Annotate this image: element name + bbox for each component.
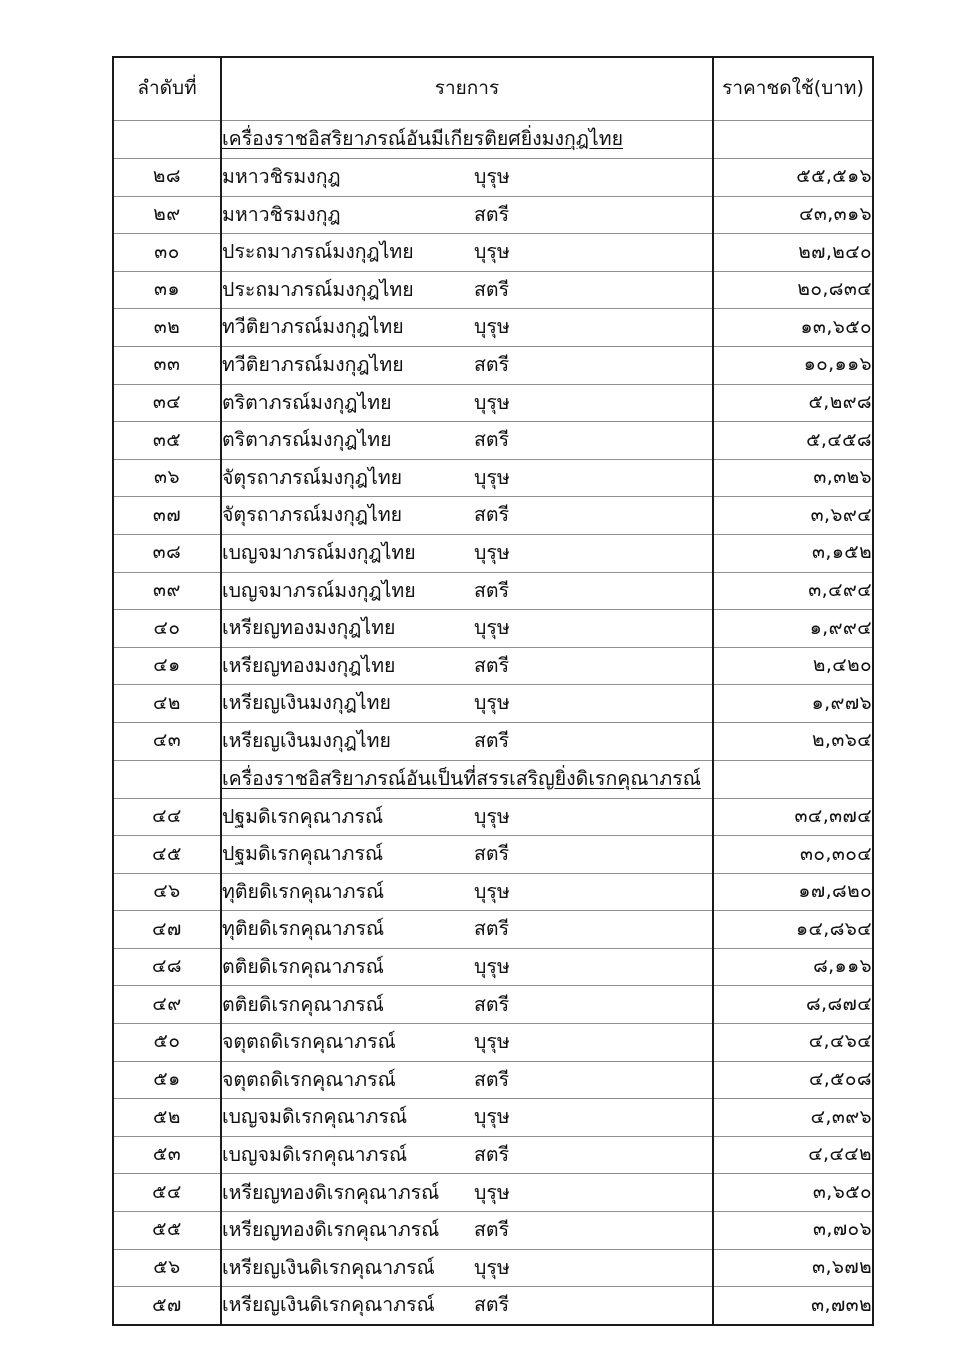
row-order-number: ๕๓ [113, 1136, 221, 1174]
section-price-cell [713, 121, 873, 159]
row-item-gender: สตรี [474, 202, 510, 226]
row-item-inner [222, 917, 712, 941]
row-item-gender: สตรี [474, 992, 510, 1016]
row-item-gender: บุรุษ [474, 1180, 510, 1204]
row-item-cell [221, 422, 713, 460]
row-item-name: ตติยดิเรกคุณาภรณ์ [222, 954, 384, 978]
table-row [113, 986, 873, 1024]
row-item-name: มหาวชิรมงกุฎ [222, 165, 341, 189]
row-item-name: ทวีติยาภรณ์มงกุฎไทย [222, 353, 404, 377]
table-row [113, 384, 873, 422]
section-title: เครื่องราชอิสริยาภรณ์อันเป็นที่สรรเสริญยิ่งดิเรกคุณาภรณ์ [222, 766, 701, 790]
section-header-row [113, 121, 873, 159]
row-item-gender: สตรี [474, 1142, 510, 1166]
row-item-cell [221, 1024, 713, 1062]
table-row [113, 534, 873, 572]
row-item-cell [221, 459, 713, 497]
row-order-number: ๕๒ [113, 1099, 221, 1137]
row-item-cell [221, 497, 713, 535]
row-price-value: ๒,๔๒๐ [713, 647, 873, 685]
row-item-name: เบญจมาภรณ์มงกุฎไทย [222, 578, 416, 602]
row-item-inner [222, 654, 712, 678]
row-item-name: ทุติยดิเรกคุณาภรณ์ [222, 879, 385, 903]
row-item-name: มหาวชิรมงกุฎ [222, 202, 341, 226]
row-item-cell [221, 610, 713, 648]
row-item-gender: บุรุษ [474, 879, 510, 903]
row-item-gender: สตรี [474, 842, 510, 866]
row-item-name: เหรียญทองดิเรกคุณาภรณ์ [222, 1180, 440, 1204]
table-row [113, 1024, 873, 1062]
row-item-gender: สตรี [474, 1293, 510, 1317]
section-order-cell [113, 121, 221, 159]
row-item-cell [221, 1287, 713, 1325]
row-item-inner [222, 165, 712, 189]
row-item-cell [221, 798, 713, 836]
table-row [113, 1249, 873, 1287]
row-item-gender: บุรุษ [474, 691, 510, 715]
row-item-inner [222, 729, 712, 753]
row-item-gender: สตรี [474, 1218, 510, 1242]
table-row [113, 722, 873, 760]
row-item-gender: สตรี [474, 503, 510, 527]
table-row [113, 1061, 873, 1099]
row-order-number: ๔๘ [113, 948, 221, 986]
table-row [113, 1212, 873, 1250]
row-item-name: เบญจมดิเรกคุณาภรณ์ [222, 1105, 408, 1129]
row-item-name: จัตุรถาภรณ์มงกุฎไทย [222, 503, 403, 527]
table-row [113, 497, 873, 535]
table-body [113, 121, 873, 1325]
row-item-gender: บุรุษ [474, 804, 510, 828]
row-item-gender: สตรี [474, 353, 510, 377]
column-header-price: ราคาชดใช้(บาท) [713, 57, 873, 121]
row-item-inner [222, 1181, 712, 1205]
row-item-cell [221, 1249, 713, 1287]
row-item-inner [222, 1143, 712, 1167]
table-row [113, 459, 873, 497]
row-order-number: ๕๐ [113, 1024, 221, 1062]
row-item-cell [221, 1061, 713, 1099]
row-item-gender: สตรี [474, 578, 510, 602]
table-row [113, 685, 873, 723]
row-price-value: ๑,๙๙๔ [713, 610, 873, 648]
table-header-row [113, 57, 873, 121]
row-item-inner [222, 955, 712, 979]
section-title-cell [221, 121, 713, 159]
row-price-value: ๕,๔๕๘ [713, 422, 873, 460]
table-row [113, 196, 873, 234]
table-row [113, 234, 873, 272]
row-item-name: เหรียญทองดิเรกคุณาภรณ์ [222, 1218, 440, 1242]
column-header-order: ลำดับที่ [113, 57, 221, 121]
row-item-name: ตติยดิเรกคุณาภรณ์ [222, 992, 384, 1016]
row-price-value: ๓,๔๙๔ [713, 572, 873, 610]
row-item-inner [222, 842, 712, 866]
row-order-number: ๓๘ [113, 534, 221, 572]
row-item-name: เบญจมาภรณ์มงกุฎไทย [222, 541, 416, 565]
row-item-gender: บุรุษ [474, 1105, 510, 1129]
row-order-number: ๔๕ [113, 836, 221, 874]
row-item-name: ประถมาภรณ์มงกุฎไทย [222, 240, 414, 264]
row-price-value: ๒,๓๖๔ [713, 722, 873, 760]
row-order-number: ๕๕ [113, 1212, 221, 1250]
row-item-cell [221, 911, 713, 949]
row-price-value: ๑๓,๖๕๐ [713, 309, 873, 347]
table-row [113, 422, 873, 460]
row-price-value: ๒๗,๒๔๐ [713, 234, 873, 272]
row-price-value: ๔,๓๙๖ [713, 1099, 873, 1137]
row-item-inner [222, 805, 712, 829]
row-price-value: ๔,๔๔๒ [713, 1136, 873, 1174]
row-item-gender: บุรุษ [474, 541, 510, 565]
row-order-number: ๓๑ [113, 271, 221, 309]
row-item-inner [222, 541, 712, 565]
table-row [113, 836, 873, 874]
row-item-inner [222, 1256, 712, 1280]
row-order-number: ๓๙ [113, 572, 221, 610]
row-item-name: ปฐมดิเรกคุณาภรณ์ [222, 804, 384, 828]
row-order-number: ๓๗ [113, 497, 221, 535]
row-item-gender: บุรุษ [474, 390, 510, 414]
row-item-name: เหรียญเงินดิเรกคุณาภรณ์ [222, 1293, 435, 1317]
row-item-name: ปฐมดิเรกคุณาภรณ์ [222, 842, 384, 866]
row-price-value: ๓๐,๓๐๔ [713, 836, 873, 874]
row-order-number: ๔๙ [113, 986, 221, 1024]
row-item-inner [222, 880, 712, 904]
row-order-number: ๓๒ [113, 309, 221, 347]
row-order-number: ๕๔ [113, 1174, 221, 1212]
row-order-number: ๔๓ [113, 722, 221, 760]
table-row [113, 346, 873, 384]
row-item-cell [221, 948, 713, 986]
row-item-cell [221, 1174, 713, 1212]
price-table [112, 56, 874, 1326]
row-item-inner [222, 353, 712, 377]
row-item-inner [222, 391, 712, 415]
row-item-name: เหรียญเงินมงกุฎไทย [222, 729, 391, 753]
row-item-inner [222, 278, 712, 302]
row-item-name: จตุตถดิเรกคุณาภรณ์ [222, 1030, 396, 1054]
row-price-value: ๘,๘๗๔ [713, 986, 873, 1024]
row-order-number: ๓๓ [113, 346, 221, 384]
section-title: เครื่องราชอิสริยาภรณ์อันมีเกียรติยศยิ่งมงกุฎไทย [222, 127, 623, 151]
row-order-number: ๔๐ [113, 610, 221, 648]
table-row [113, 1287, 873, 1325]
table-row [113, 572, 873, 610]
row-price-value: ๓,๓๒๖ [713, 459, 873, 497]
row-order-number: ๓๐ [113, 234, 221, 272]
row-item-name: เหรียญทองมงกุฎไทย [222, 616, 396, 640]
row-order-number: ๓๕ [113, 422, 221, 460]
row-price-value: ๑๐,๑๑๖ [713, 346, 873, 384]
row-price-value: ๓,๑๕๒ [713, 534, 873, 572]
row-item-inner [222, 203, 712, 227]
row-item-cell [221, 836, 713, 874]
row-price-value: ๑๔,๘๖๔ [713, 911, 873, 949]
table-row [113, 1174, 873, 1212]
row-item-gender: สตรี [474, 653, 510, 677]
row-order-number: ๔๑ [113, 647, 221, 685]
row-item-gender: สตรี [474, 277, 510, 301]
row-item-inner [222, 1030, 712, 1054]
table-header [113, 57, 873, 121]
row-item-cell [221, 234, 713, 272]
row-order-number: ๒๘ [113, 159, 221, 197]
row-item-cell [221, 196, 713, 234]
row-order-number: ๕๗ [113, 1287, 221, 1325]
row-item-inner [222, 1105, 712, 1129]
row-price-value: ๕,๒๙๘ [713, 384, 873, 422]
table-row [113, 647, 873, 685]
row-item-name: เหรียญเงินมงกุฎไทย [222, 691, 391, 715]
row-item-cell [221, 159, 713, 197]
row-item-inner [222, 1293, 712, 1317]
row-item-name: ประถมาภรณ์มงกุฎไทย [222, 277, 414, 301]
row-price-value: ๓,๗๐๖ [713, 1212, 873, 1250]
table-row [113, 1136, 873, 1174]
row-item-inner [222, 691, 712, 715]
row-item-gender: บุรุษ [474, 315, 510, 339]
row-item-cell [221, 873, 713, 911]
row-price-value: ๕๕,๕๑๖ [713, 159, 873, 197]
row-item-gender: บุรุษ [474, 954, 510, 978]
row-item-cell [221, 346, 713, 384]
row-order-number: ๒๙ [113, 196, 221, 234]
row-price-value: ๓,๖๕๐ [713, 1174, 873, 1212]
row-order-number: ๕๑ [113, 1061, 221, 1099]
row-item-gender: สตรี [474, 729, 510, 753]
row-item-inner [222, 1218, 712, 1242]
row-item-inner [222, 315, 712, 339]
row-item-inner [222, 240, 712, 264]
row-item-inner [222, 428, 712, 452]
row-item-name: เหรียญทองมงกุฎไทย [222, 653, 396, 677]
table-row [113, 159, 873, 197]
row-item-cell [221, 685, 713, 723]
row-price-value: ๔,๕๐๘ [713, 1061, 873, 1099]
row-item-cell [221, 534, 713, 572]
row-order-number: ๔๔ [113, 798, 221, 836]
row-price-value: ๓,๗๓๒ [811, 1293, 872, 1316]
row-item-gender: สตรี [474, 428, 510, 452]
section-title-cell [221, 760, 713, 798]
row-item-cell [221, 1099, 713, 1137]
table-row [113, 873, 873, 911]
row-price-value: ๑,๙๗๖ [713, 685, 873, 723]
row-order-number: ๔๗ [113, 911, 221, 949]
row-price-value: ๔๓,๓๑๖ [713, 196, 873, 234]
row-item-gender: สตรี [474, 1067, 510, 1091]
table-row [113, 948, 873, 986]
price-table-container [112, 56, 872, 1326]
row-item-name: จตุตถดิเรกคุณาภรณ์ [222, 1067, 396, 1091]
row-item-gender: บุรุษ [474, 240, 510, 264]
row-item-name: เหรียญเงินดิเรกคุณาภรณ์ [222, 1255, 435, 1279]
row-item-cell [221, 1136, 713, 1174]
row-item-inner [222, 616, 712, 640]
row-item-cell [221, 986, 713, 1024]
table-row [113, 1099, 873, 1137]
section-price-cell [713, 760, 873, 798]
row-order-number: ๔๖ [113, 873, 221, 911]
row-item-cell [221, 572, 713, 610]
row-item-cell [221, 384, 713, 422]
section-order-cell [113, 760, 221, 798]
table-row [113, 798, 873, 836]
row-item-cell [221, 722, 713, 760]
row-item-cell [221, 271, 713, 309]
row-item-name: จัตุรถาภรณ์มงกุฎไทย [222, 465, 403, 489]
row-order-number: ๓๖ [113, 459, 221, 497]
row-price-value: ๓,๖๗๒ [713, 1249, 873, 1287]
column-header-item: รายการ [221, 57, 713, 121]
row-item-inner [222, 1068, 712, 1092]
row-item-name: เบญจมดิเรกคุณาภรณ์ [222, 1142, 408, 1166]
row-item-cell [221, 1212, 713, 1250]
row-item-gender: บุรุษ [474, 1030, 510, 1054]
row-order-number: ๕๖ [113, 1249, 221, 1287]
row-item-cell [221, 309, 713, 347]
row-price-value: ๘,๑๑๖ [713, 948, 873, 986]
row-item-gender: บุรุษ [474, 616, 510, 640]
row-order-number: ๓๔ [113, 384, 221, 422]
row-item-name: ตริตาภรณ์มงกุฎไทย [222, 428, 392, 452]
row-price-value: ๓๔,๓๗๔ [713, 798, 873, 836]
table-row [113, 309, 873, 347]
row-price-value: ๒๐,๘๓๔ [713, 271, 873, 309]
row-item-inner [222, 503, 712, 527]
row-item-name: ทุติยดิเรกคุณาภรณ์ [222, 917, 385, 941]
row-price-value: ๑๗,๘๒๐ [713, 873, 873, 911]
row-price-value: ๓,๖๙๔ [713, 497, 873, 535]
row-item-gender: บุรุษ [474, 165, 510, 189]
row-item-inner [222, 579, 712, 603]
row-item-name: ตริตาภรณ์มงกุฎไทย [222, 390, 392, 414]
table-row [113, 610, 873, 648]
row-item-inner [222, 993, 712, 1017]
row-item-inner [222, 466, 712, 490]
table-row [113, 271, 873, 309]
table-row [113, 911, 873, 949]
row-item-gender: สตรี [474, 917, 510, 941]
row-price-value: ๔,๔๖๔ [713, 1024, 873, 1062]
row-item-gender: บุรุษ [474, 465, 510, 489]
row-item-name: ทวีติยาภรณ์มงกุฎไทย [222, 315, 404, 339]
row-item-gender: บุรุษ [474, 1255, 510, 1279]
row-item-cell [221, 647, 713, 685]
section-header-row [113, 760, 873, 798]
row-order-number: ๔๒ [113, 685, 221, 723]
